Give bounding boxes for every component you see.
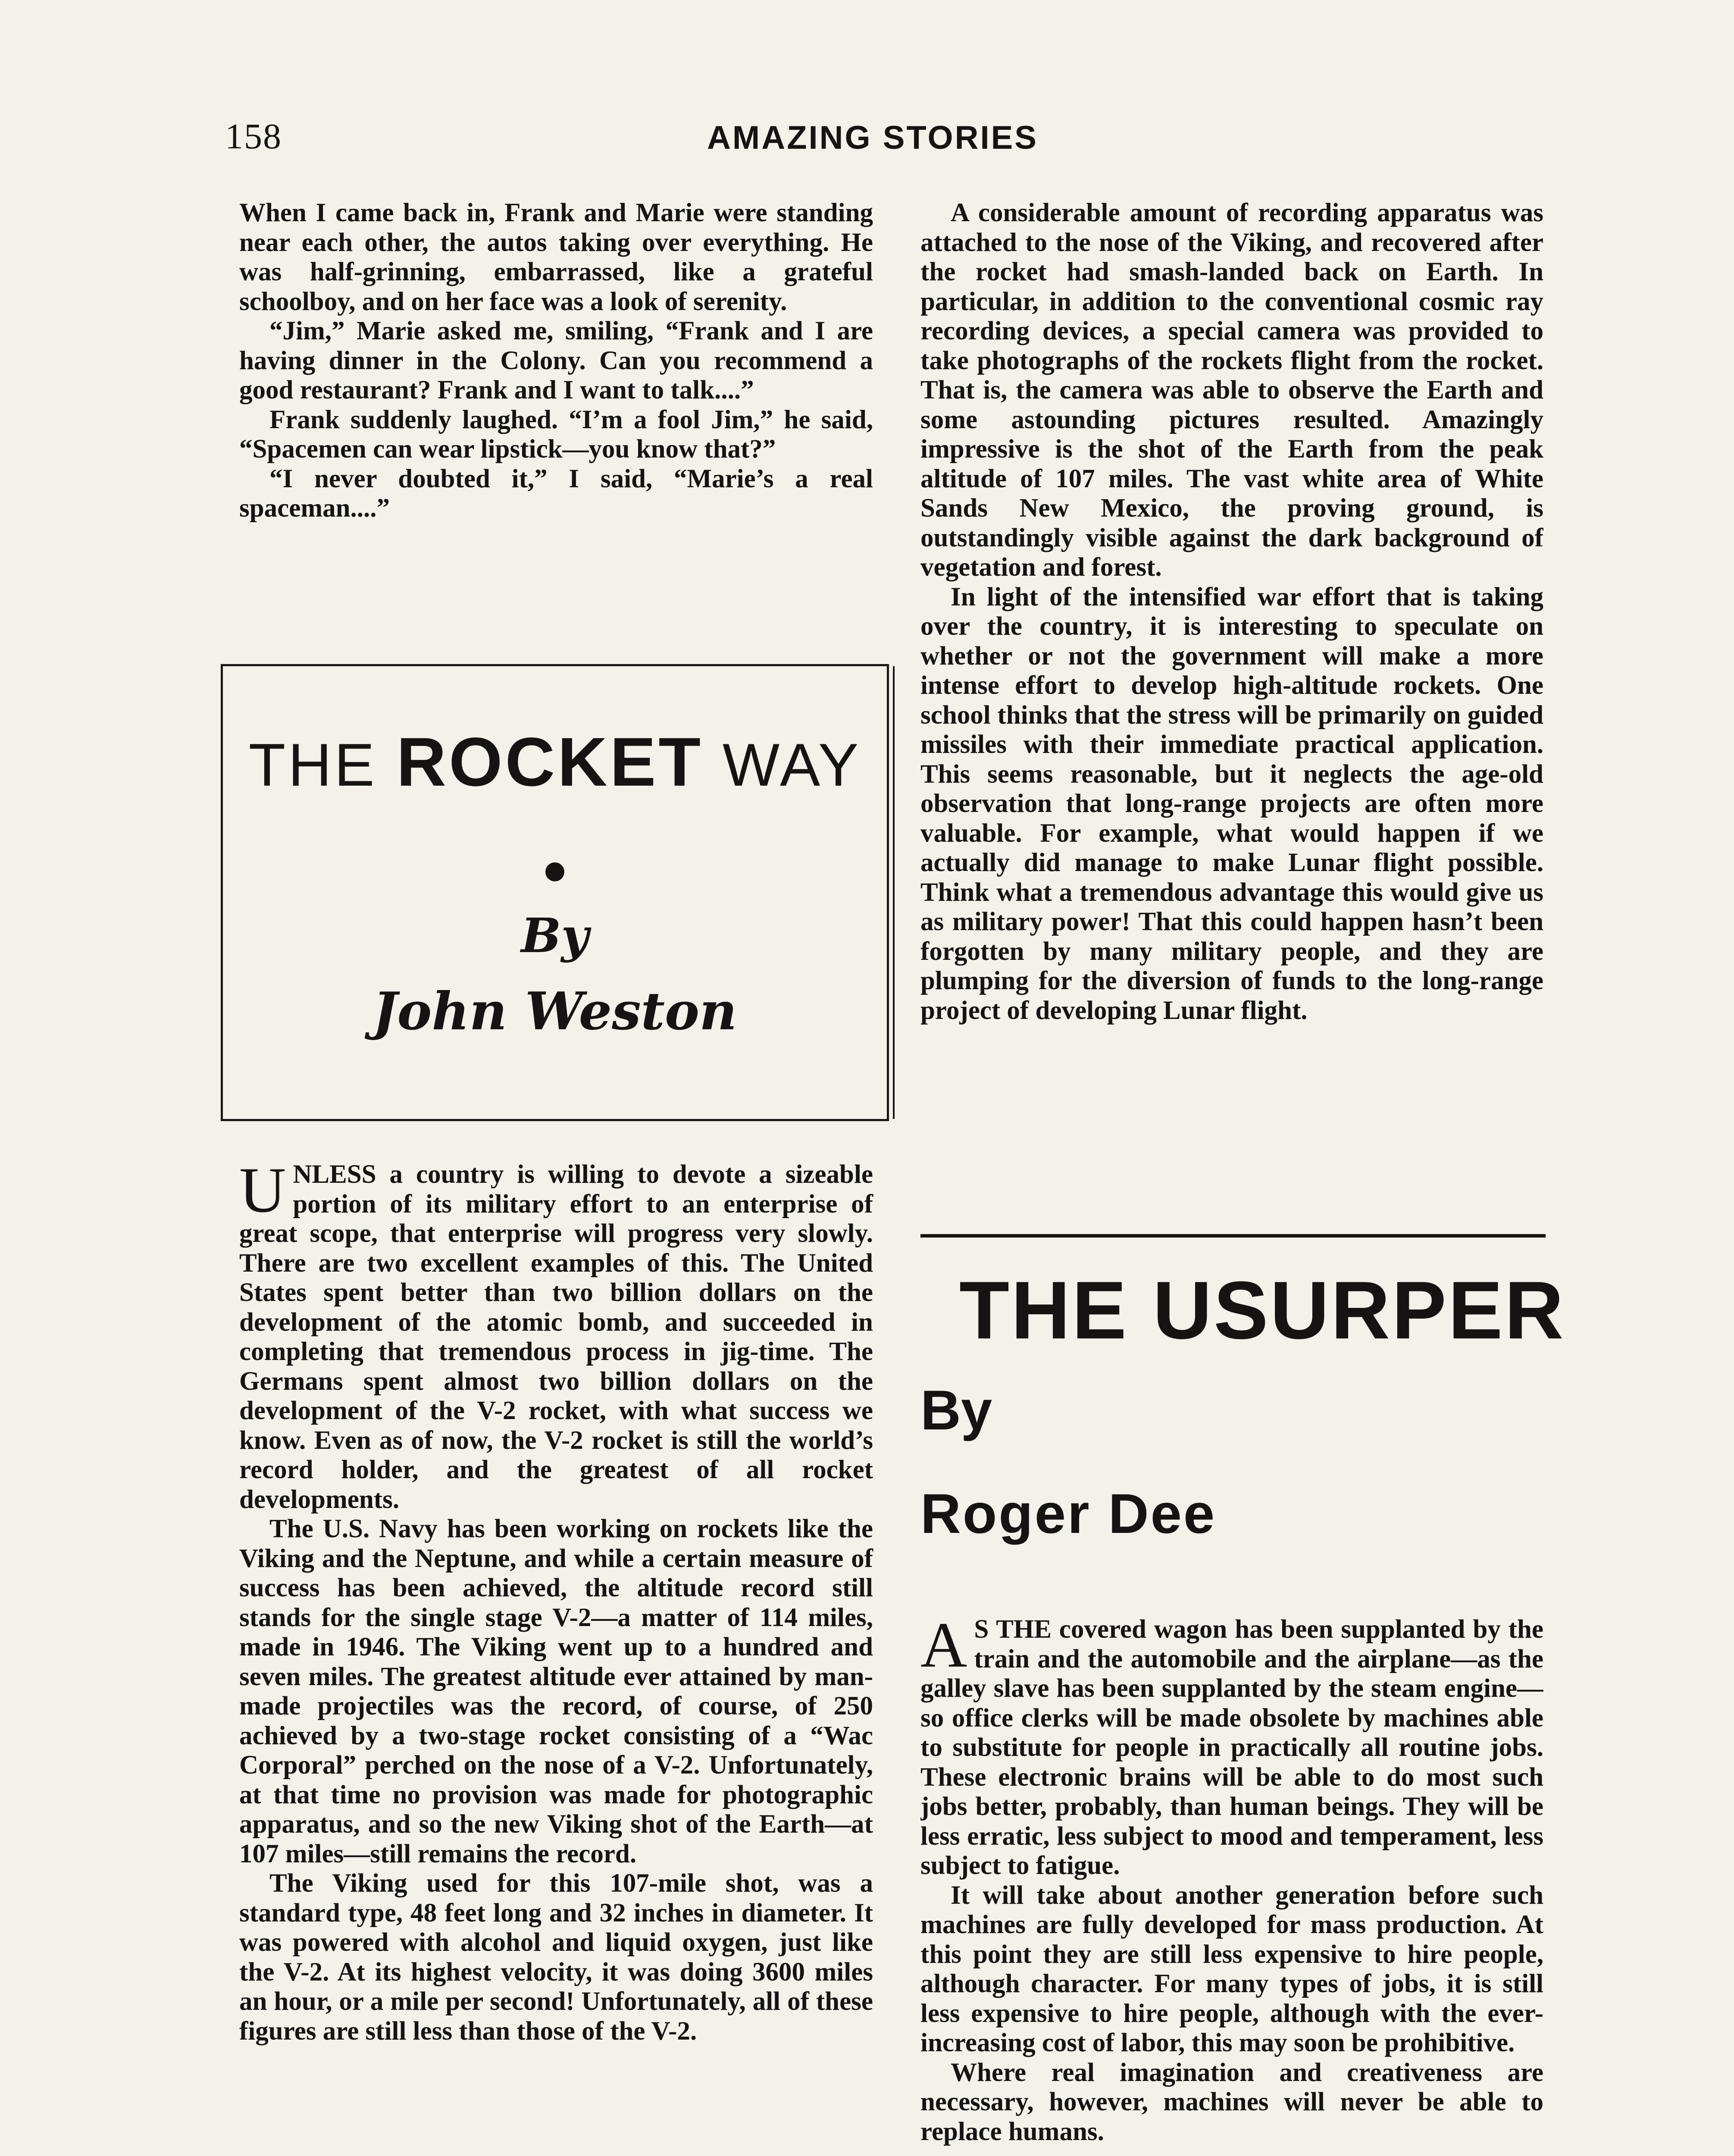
paragraph: “I never doubted it,” I said, “Marie’s a real spaceman....” (239, 464, 873, 523)
article-title: THE ROCKET WAY (248, 723, 861, 800)
bullet-ornament (545, 862, 564, 881)
page-number: 158 (225, 116, 282, 157)
rocket-way-article-column (239, 1154, 873, 2046)
box-shadow-rule (893, 666, 895, 1119)
usurper-article-column (920, 1615, 1543, 2147)
drop-cap: A (920, 1615, 967, 1681)
paragraph: “Jim,” Marie asked me, smiling, “Frank and I are having dinner in the Colony. Can you recommend a good restaurant? Frank and I want to talk....” (239, 317, 873, 404)
paragraph: In light of the intensified war effort that is taking over the country, it is interesting to speculate on whether or not the government will make a more intense effort to develop high-altitude rockets. One school thinks that the stress will be primarily on guided missiles with their immediate practical application. This seems reasonable, but it neglects the age-old observation that long-range projects are often more valuable. For example, what would happen if we actually did manage to make Lunar flight possible. Think what a tremendous advantage this would give us as military power! That this could happen hasn’t been forgotten by many military people, and they are plumping for the diversion of funds to the long-range project of developing Lunar flight. (920, 582, 1543, 1025)
paragraph: When I came back in, Frank and Marie were standing near each other, the autos taking over everything. He was half-grinning, embarrassed, like a grateful schoolboy, and on her face was a look of serenity. (239, 198, 873, 316)
article-title: THE USURPER (959, 1265, 1565, 1356)
paragraph: The Viking used for this 107-mile shot, was a standard type, 48 feet long and 32 inches in diameter. It was powered with alcohol and liquid oxygen, just like the V-2. At its highest velocity, it was doing 3600 miles an hour, or a mile per second! Unfortunately, all of these figures are still less than those of the V-2. (239, 1869, 873, 2046)
running-head: AMAZING STORIES (707, 119, 1038, 156)
byline-by: By (920, 1379, 992, 1442)
section-divider (920, 1234, 1546, 1238)
byline-author: Roger Dee (920, 1482, 1217, 1545)
paragraph: A considerable amount of recording apparatus was attached to the nose of the Viking, and recovered after the rocket had smash-landed back on Earth. In particular, in addition to the conventional cosmic ray recording devices, a special camera was provided to take photographs of the rockets flight from the rocket. That is, the camera was able to observe the Earth and some astounding pictures resulted. Amazingly impressive is the shot of the Earth from the peak altitude of 107 miles. The vast white area of White Sands New Mexico, the proving ground, is outstandingly visible against the dark background of vegetation and forest. (920, 198, 1543, 582)
paragraph: UNLESS a country is willing to devote a sizeable portion of its military effort to an enterprise of great scope, that enterprise will progress very slowly. There are two excellent examples of this. The United States spent better than two billion dollars on the development of the atomic bomb, and succeeded in completing that tremendous process in jig-time. The Germans spent almost two billion dollars on the development of the V-2 rocket, with what success we know. Even as of now, the V-2 rocket is still the world’s record holder, and the greatest of all rocket developments. (239, 1154, 873, 1514)
paragraph: Where real imagination and creativeness are necessary, however, machines will never be able to replace humans. (920, 2058, 1543, 2146)
drop-cap: U (239, 1154, 286, 1226)
paragraph: The U.S. Navy has been working on rockets like the Viking and the Neptune, and while a certain measure of success has been achieved, the altitude record still stands for the single stage V-2—a matter of 114 miles, made in 1946. The Viking went up to a hundred and seven miles. The greatest altitude ever attained by man-made projectiles was the record, of course, of 250 achieved by a two-stage rocket consisting of a “Wac Corporal” perched on the nose of a V-2. Unfortunately, at that time no provision was made for photographic apparatus, and so the new Viking shot of the Earth—at 107 miles—still remains the record. (239, 1514, 873, 1868)
story-ending-column (239, 198, 873, 523)
paragraph: A S THE covered wagon has been supplanted by the train and the automobile and the airplane—as the galley slave has been supplanted by the steam engine—so office clerks will be made obsolete by machines able to substitute for people in practically all routine jobs. These electronic brains will be able to do most such jobs better, probably, than human beings. They will be less erratic, less subject to mood and temperament, less subject to fatigue. (920, 1615, 1543, 1880)
paragraph: It will take about another generation before such machines are fully developed for mass production. At this point they are still less expensive to hire people, although character. For many types of jobs, it is still less expensive to hire people, although with the ever-increasing cost of labor, this may soon be prohibitive. (920, 1880, 1543, 2057)
byline-by: By (521, 908, 589, 963)
byline-author: John Weston (372, 981, 737, 1042)
rocket-way-continued-column (920, 198, 1543, 1025)
rocket-way-title-box (221, 664, 889, 1121)
paragraph: Frank suddenly laughed. “I’m a fool Jim,” he said, “Spacemen can wear lipstick—you know that?” (239, 405, 873, 464)
